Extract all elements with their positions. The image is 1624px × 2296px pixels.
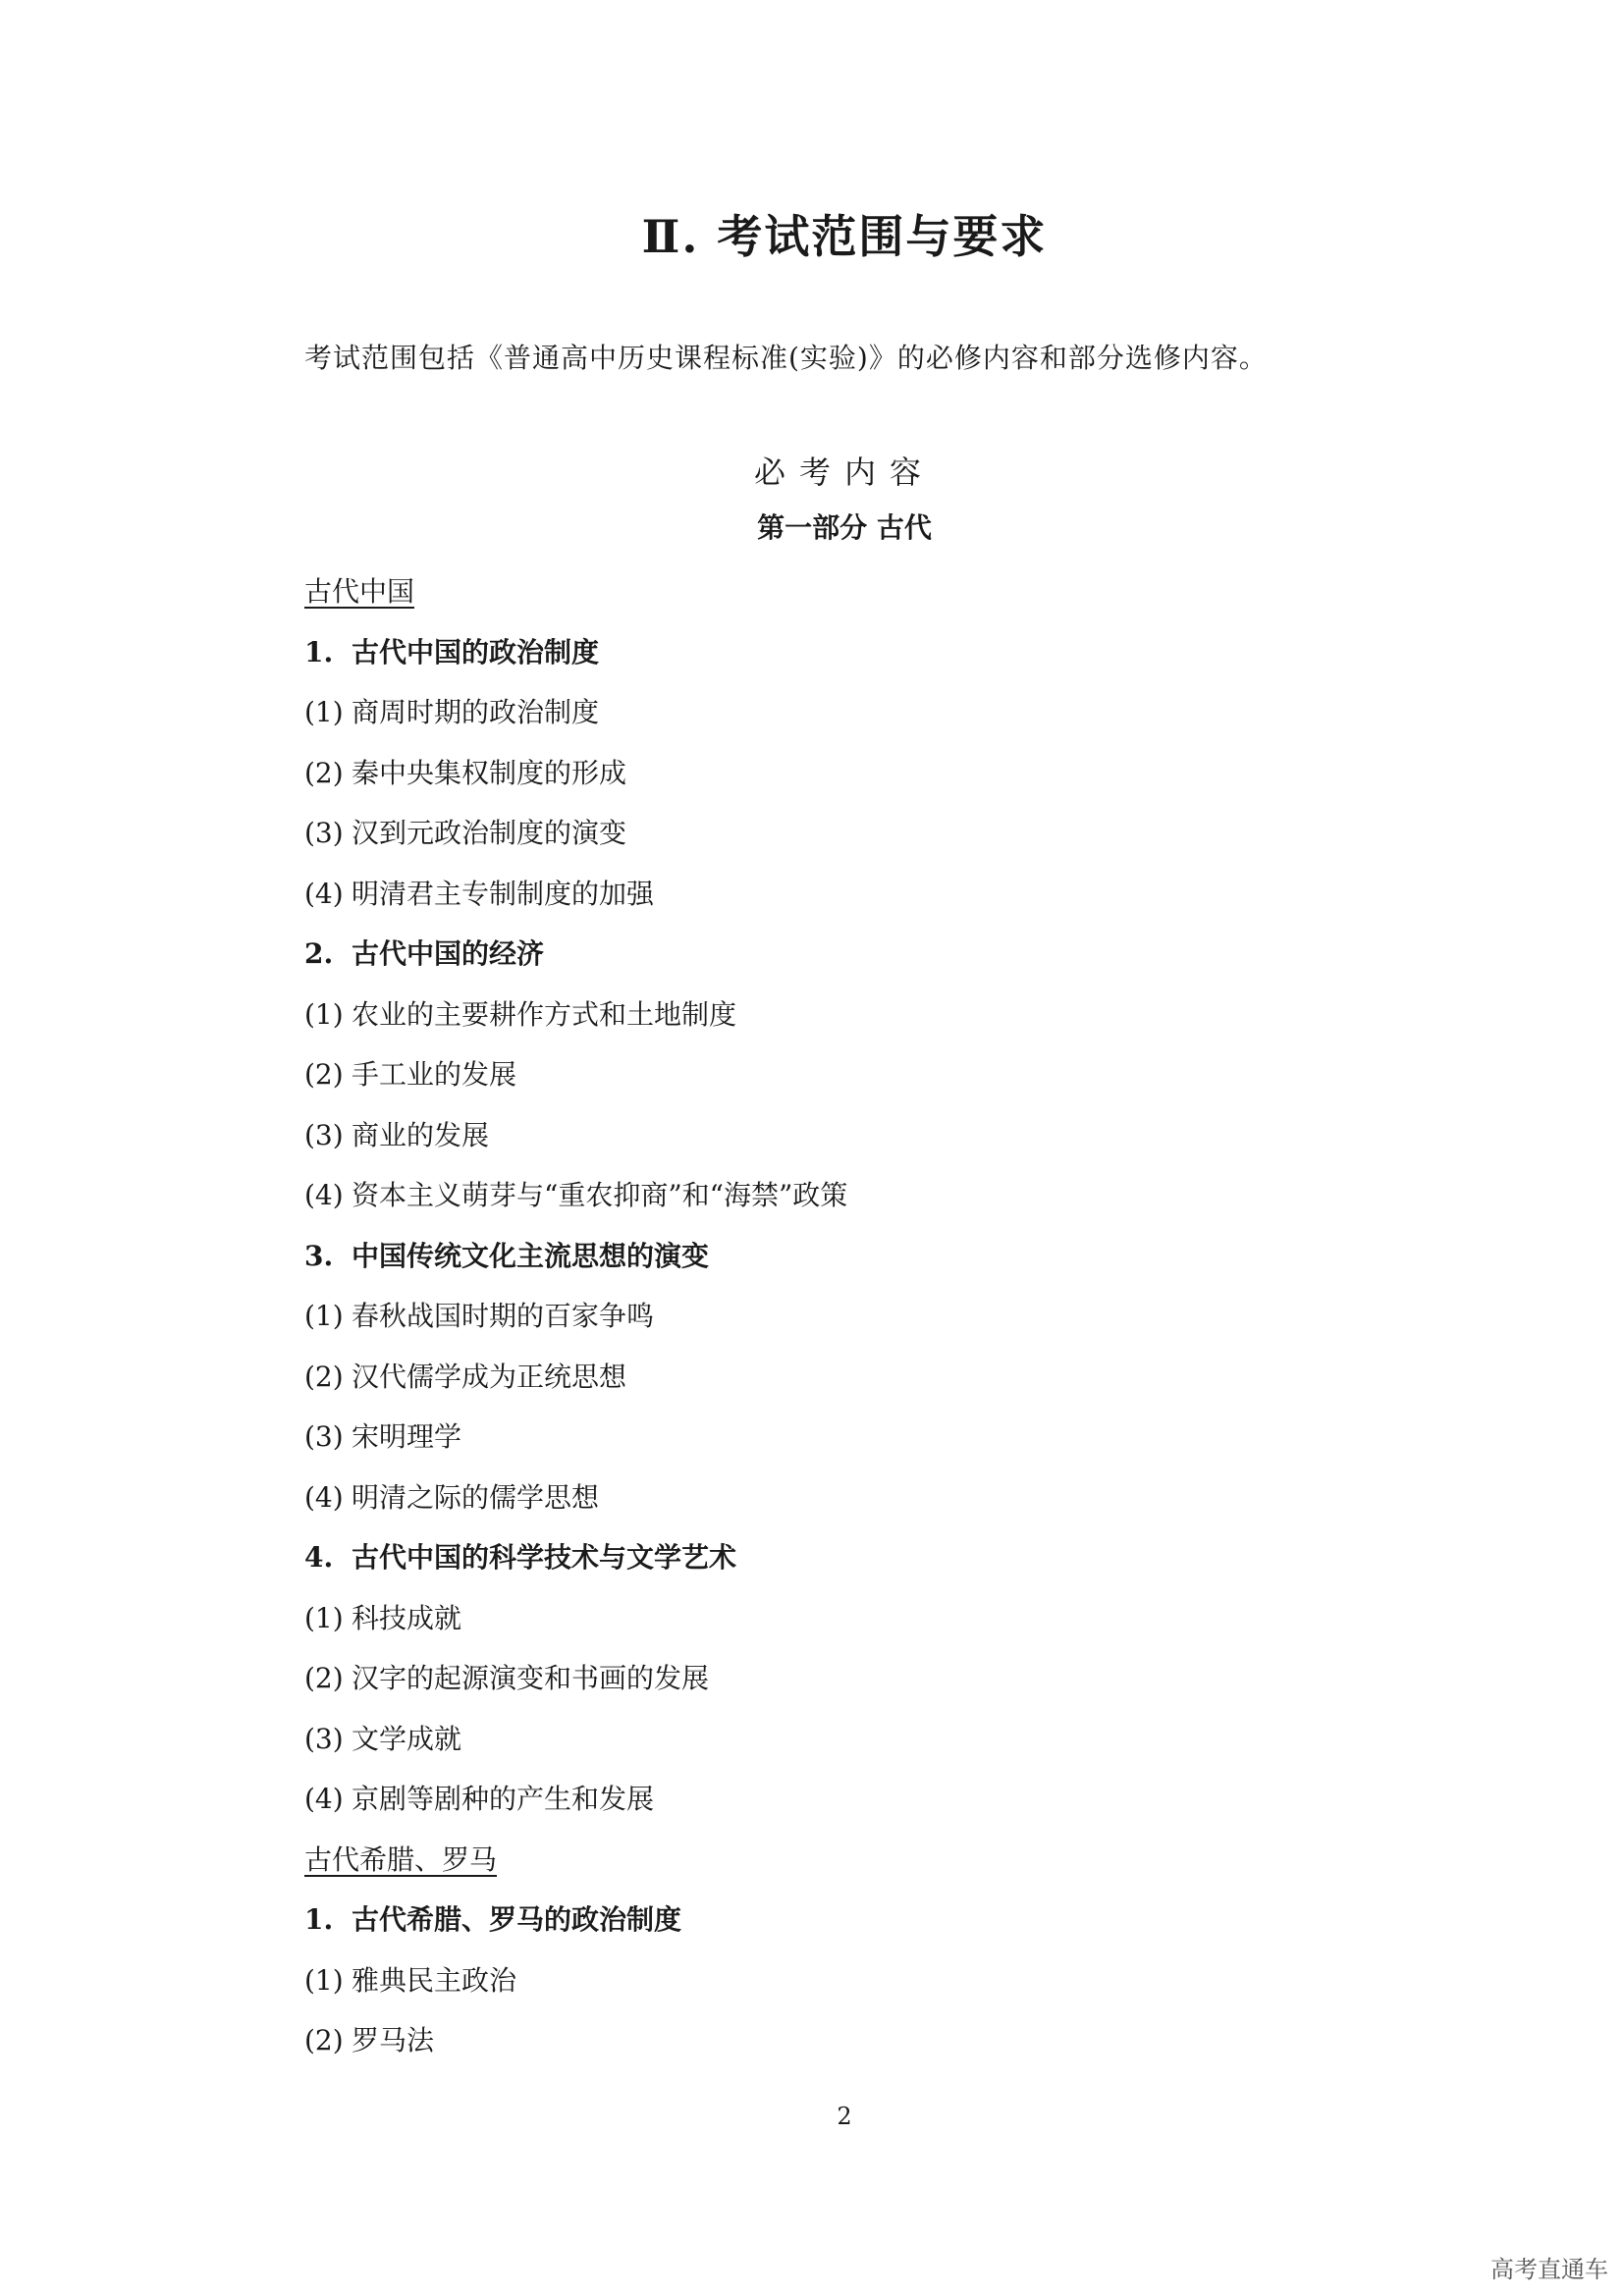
outline-text: 古代希腊、罗马的政治制度 <box>352 1903 682 1936</box>
outline-number: (1) <box>304 1300 344 1332</box>
outline-item <box>304 1286 1384 1347</box>
outline-number: (4) <box>304 877 344 910</box>
outline-item <box>304 1709 1384 1770</box>
outline-number: (3) <box>304 1420 344 1453</box>
outline-list <box>304 561 1384 2071</box>
outline-number: 3. <box>304 1239 334 1272</box>
outline-text: 古代希腊、罗马 <box>304 1842 498 1876</box>
outline-topic <box>304 1527 1384 1588</box>
outline-item <box>304 985 1384 1045</box>
outline-text: 古代中国的政治制度 <box>352 635 600 668</box>
outline-region <box>304 561 1384 622</box>
outline-text: 古代中国的经济 <box>352 937 545 970</box>
outline-number: (3) <box>304 817 344 849</box>
outline-item <box>304 743 1384 804</box>
outline-text: 汉代儒学成为正统思想 <box>352 1360 627 1393</box>
outline-number: 1. <box>304 635 334 668</box>
watermark-text: 高考直通车 <box>1490 2256 1608 2283</box>
outline-text: 商周时期的政治制度 <box>352 696 600 728</box>
outline-item <box>304 1950 1384 2011</box>
outline-item <box>304 682 1384 743</box>
outline-number: (4) <box>304 1783 344 1815</box>
outline-number: (2) <box>304 756 344 789</box>
outline-topic <box>304 1226 1384 1287</box>
outline-region <box>304 1830 1384 1891</box>
outline-item <box>304 803 1384 864</box>
outline-item <box>304 1468 1384 1528</box>
section-title: 必考内容 <box>753 454 935 491</box>
outline-number: (2) <box>304 2024 344 2056</box>
outline-item <box>304 1407 1384 1468</box>
outline-topic <box>304 924 1384 985</box>
outline-text: 科技成就 <box>352 1601 462 1634</box>
outline-topic <box>304 1890 1384 1950</box>
outline-item <box>304 1648 1384 1709</box>
outline-text: 古代中国的科学技术与文学艺术 <box>352 1541 737 1574</box>
outline-number: (1) <box>304 1601 344 1634</box>
outline-text: 资本主义萌芽与“重农抑商”和“海禁”政策 <box>352 1179 848 1211</box>
outline-number: 2. <box>304 937 334 970</box>
outline-number: (2) <box>304 1360 344 1393</box>
intro-paragraph: 考试范围包括《普通高中历史课程标准(实验)》的必修内容和部分选修内容。 <box>304 342 1268 374</box>
outline-text: 秦中央集权制度的形成 <box>352 756 627 789</box>
outline-number: (2) <box>304 1662 344 1694</box>
outline-number: (1) <box>304 1963 344 1997</box>
outline-text: 汉字的起源演变和书画的发展 <box>352 1662 710 1694</box>
outline-text: 商业的发展 <box>352 1118 490 1151</box>
outline-text: 明清之际的儒学思想 <box>352 1480 600 1514</box>
outline-text: 古代中国 <box>304 575 415 608</box>
outline-text: 农业的主要耕作方式和土地制度 <box>352 997 737 1031</box>
outline-item <box>304 1347 1384 1408</box>
outline-number: 1. <box>304 1903 334 1936</box>
outline-item <box>304 1588 1384 1649</box>
page-number: 2 <box>837 2103 852 2130</box>
outline-number: (2) <box>304 1058 344 1091</box>
outline-text: 京剧等剧种的产生和发展 <box>352 1783 655 1815</box>
outline-text: 雅典民主政治 <box>352 1963 517 1997</box>
outline-number: (1) <box>304 997 344 1031</box>
outline-item <box>304 1769 1384 1830</box>
outline-text: 汉到元政治制度的演变 <box>352 817 627 849</box>
outline-number: (3) <box>304 1118 344 1151</box>
outline-item <box>304 2010 1384 2071</box>
page-title: Ⅱ. 考试范围与要求 <box>641 210 1048 263</box>
part-title: 第一部分 古代 <box>757 511 932 544</box>
outline-item <box>304 1044 1384 1105</box>
outline-item <box>304 1165 1384 1226</box>
outline-number: (1) <box>304 696 344 728</box>
outline-text: 中国传统文化主流思想的演变 <box>352 1239 710 1272</box>
outline-text: 明清君主专制制度的加强 <box>352 877 655 910</box>
outline-text: 手工业的发展 <box>352 1058 517 1091</box>
outline-number: (4) <box>304 1480 344 1514</box>
outline-text: 宋明理学 <box>352 1420 462 1453</box>
outline-text: 文学成就 <box>352 1722 462 1755</box>
outline-item <box>304 1105 1384 1166</box>
outline-topic <box>304 622 1384 683</box>
outline-text: 春秋战国时期的百家争鸣 <box>352 1300 655 1332</box>
outline-number: 4. <box>304 1541 334 1574</box>
outline-text: 罗马法 <box>352 2024 435 2056</box>
outline-number: (4) <box>304 1179 344 1211</box>
outline-item <box>304 864 1384 925</box>
outline-number: (3) <box>304 1722 344 1755</box>
